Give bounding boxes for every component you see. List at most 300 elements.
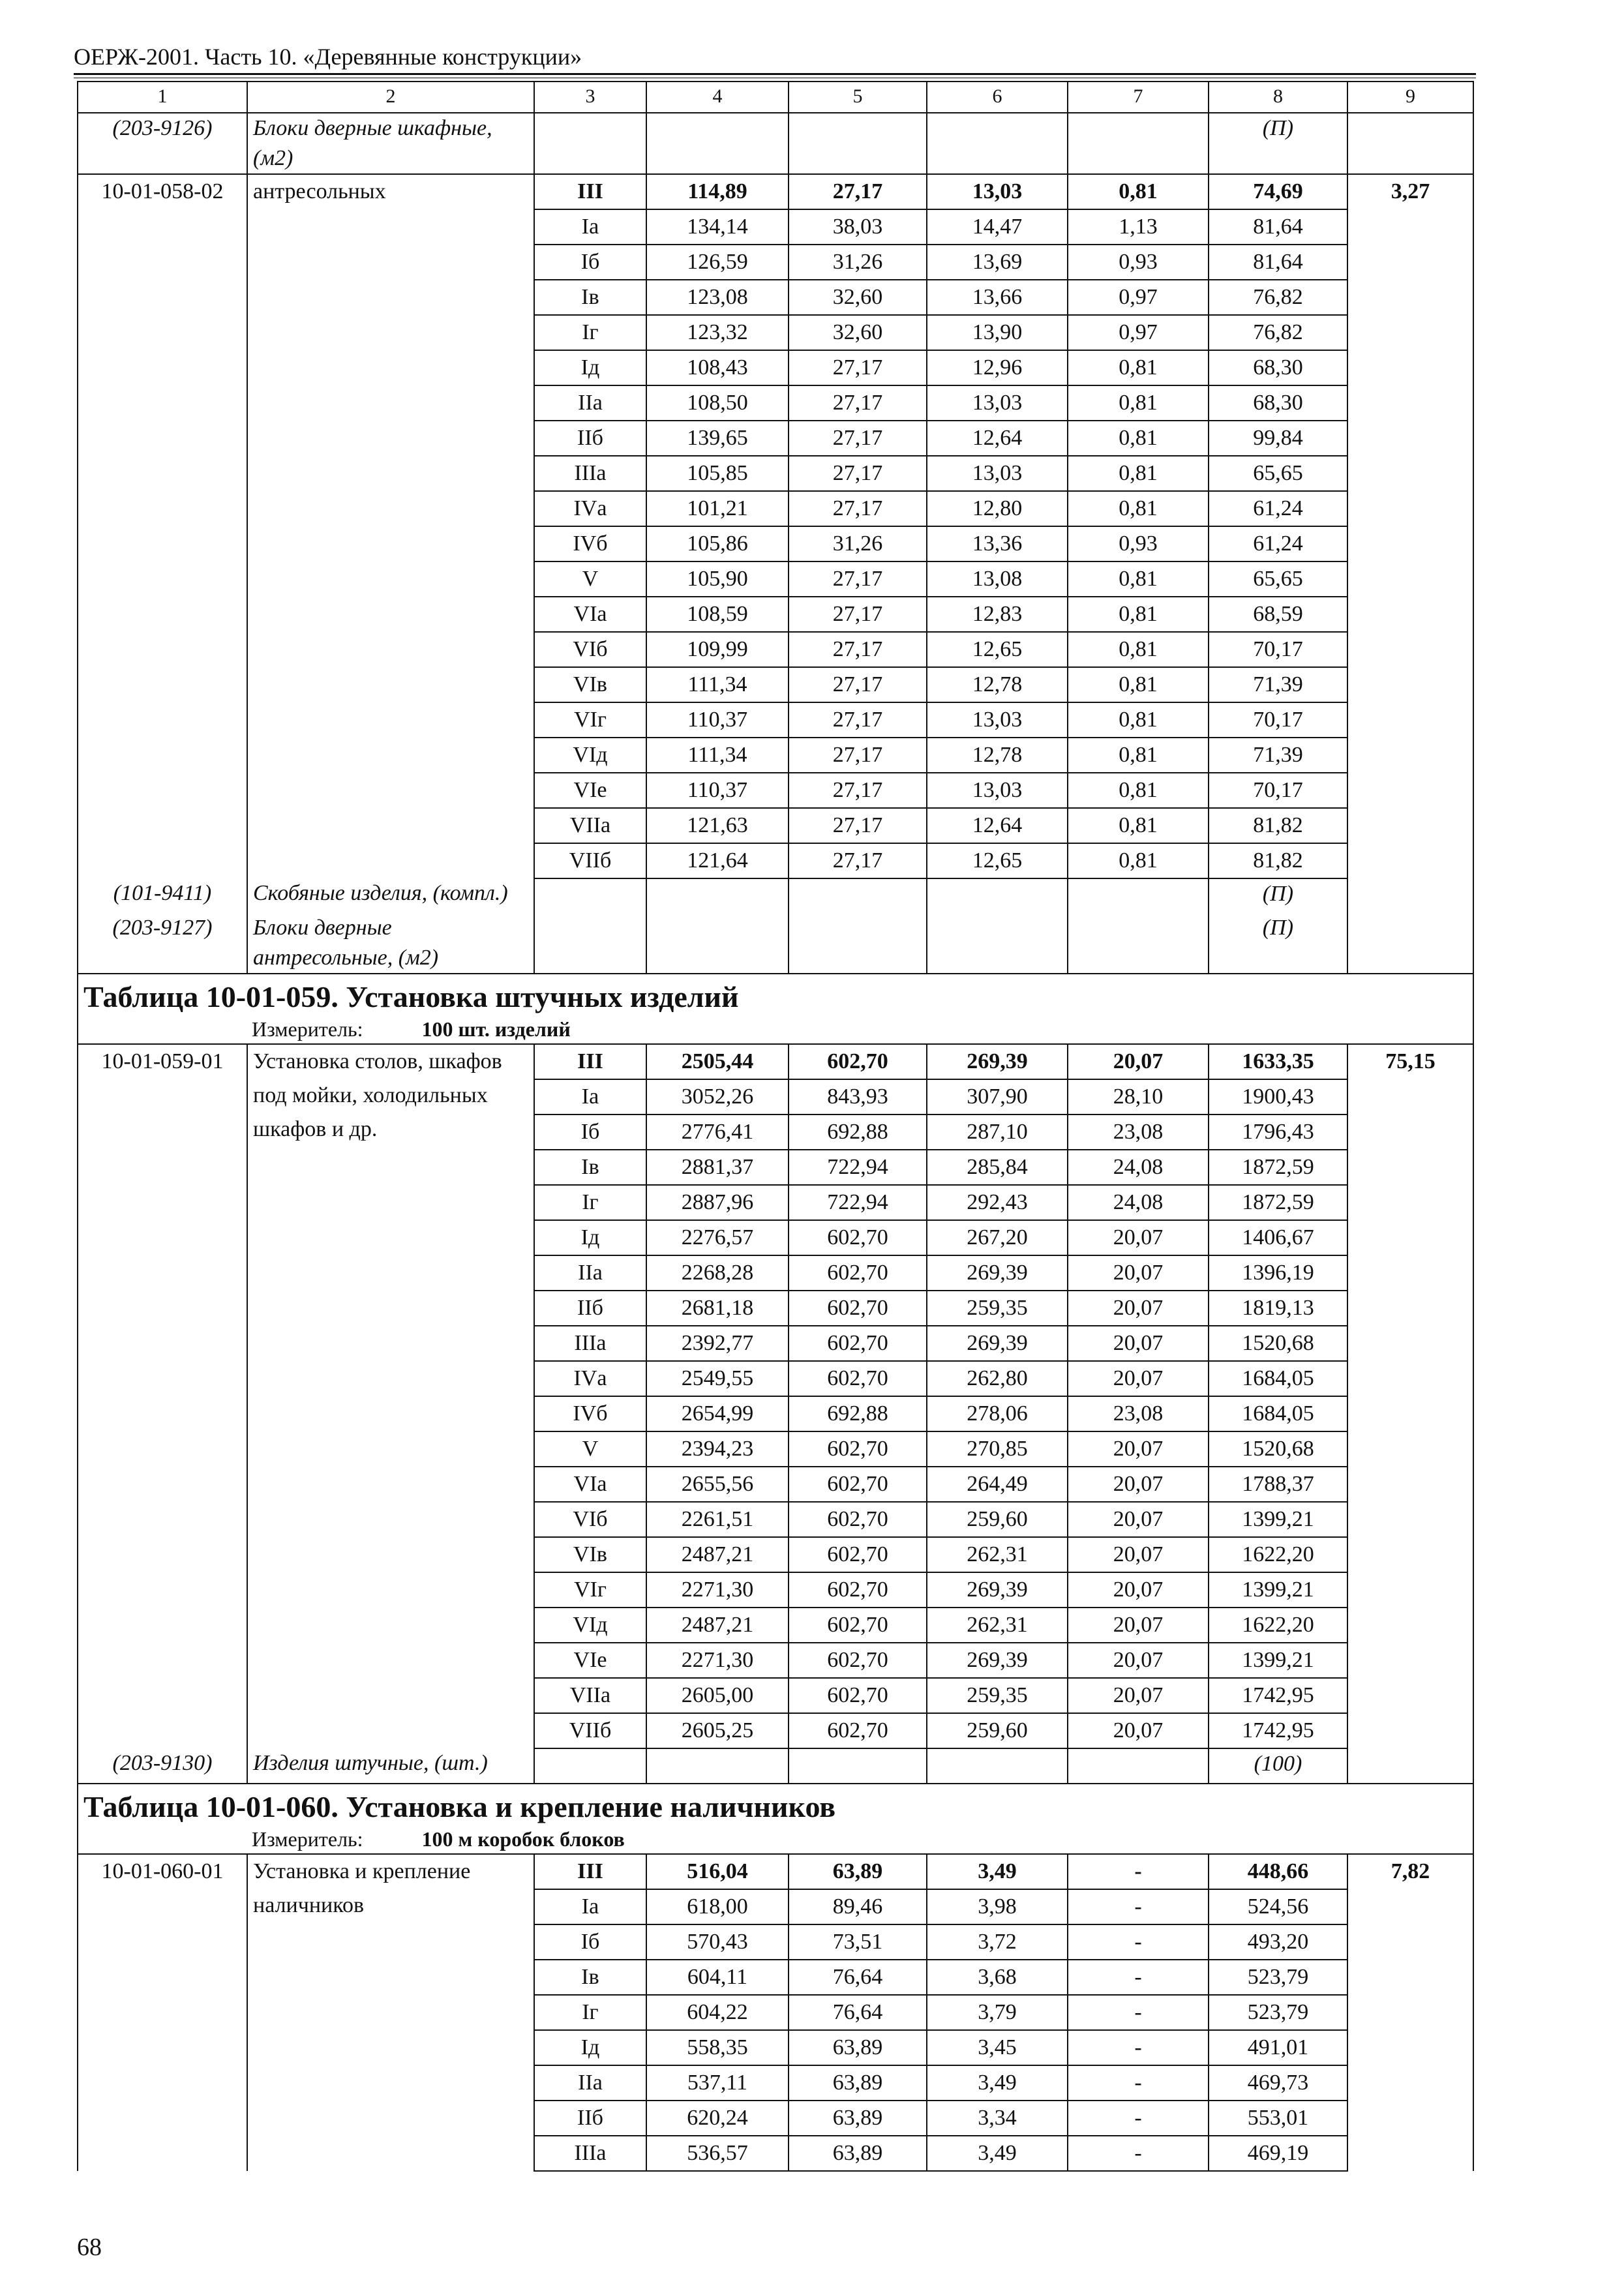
rate-value: 121,63 xyxy=(646,808,789,843)
rate-value: 722,94 xyxy=(789,1150,927,1185)
rate-value: 262,31 xyxy=(927,1608,1068,1643)
rate-value: 278,06 xyxy=(927,1396,1068,1431)
rate-value: 63,89 xyxy=(789,2065,927,2101)
rate-value: - xyxy=(1068,1960,1209,1995)
table-cell xyxy=(534,113,646,174)
rate-value: 20,07 xyxy=(1068,1608,1209,1643)
rate-value: 1684,05 xyxy=(1209,1361,1347,1396)
rate-value: 0,81 xyxy=(1068,456,1209,491)
rate-value: 620,24 xyxy=(646,2101,789,2136)
zone-label: Iд xyxy=(534,2030,646,2065)
rate-value: 602,70 xyxy=(789,1431,927,1467)
rate-value: 3,79 xyxy=(927,1995,1068,2030)
rate-value: 2549,55 xyxy=(646,1361,789,1396)
rate-value: 108,43 xyxy=(646,350,789,385)
rate-value: 12,65 xyxy=(927,843,1068,878)
rate-value: 523,79 xyxy=(1209,1960,1347,1995)
zone-label: Iб xyxy=(534,1924,646,1960)
table-cell xyxy=(1347,1748,1473,1784)
zone-label: VIв xyxy=(534,1537,646,1572)
rate-value: 76,82 xyxy=(1209,315,1347,350)
rate-value: 109,99 xyxy=(646,632,789,667)
rate-value: 81,82 xyxy=(1209,843,1347,878)
rate-value: 267,20 xyxy=(927,1220,1068,1255)
rate-value: 1520,68 xyxy=(1209,1326,1347,1361)
rate-code: 10-01-059-01 xyxy=(78,1044,247,1748)
zone-label: IIб xyxy=(534,1291,646,1326)
resource-value: (П) xyxy=(1209,878,1347,913)
rate-value: 71,39 xyxy=(1209,667,1347,702)
zone-label: V xyxy=(534,561,646,597)
rate-value: 0,81 xyxy=(1068,421,1209,456)
rate-value: 1399,21 xyxy=(1209,1502,1347,1537)
rate-value: 1622,20 xyxy=(1209,1537,1347,1572)
zone-label: III xyxy=(534,174,646,209)
resource-value: (П) xyxy=(1209,113,1347,174)
rate-value: 1399,21 xyxy=(1209,1643,1347,1678)
zone-label: Iд xyxy=(534,350,646,385)
rate-value: 61,24 xyxy=(1209,526,1347,561)
rate-value: 1406,67 xyxy=(1209,1220,1347,1255)
zone-label: Iа xyxy=(534,209,646,245)
table-heading xyxy=(78,974,1473,1044)
rate-value: 32,60 xyxy=(789,280,927,315)
meter-line xyxy=(83,1016,1467,1042)
rate-value: 12,64 xyxy=(927,421,1068,456)
rate-row xyxy=(78,174,1473,209)
rate-value: 602,70 xyxy=(789,1044,927,1079)
rate-value: 27,17 xyxy=(789,350,927,385)
meter-label: Измеритель: xyxy=(252,1017,363,1041)
rate-value: 27,17 xyxy=(789,773,927,808)
rate-value: 123,32 xyxy=(646,315,789,350)
rate-value: 71,39 xyxy=(1209,738,1347,773)
rate-value: 516,04 xyxy=(646,1854,789,1889)
rate-value: 602,70 xyxy=(789,1502,927,1537)
rate-value: 28,10 xyxy=(1068,1079,1209,1115)
rate-value: 1399,21 xyxy=(1209,1572,1347,1608)
zone-label: Iг xyxy=(534,315,646,350)
rate-value: 38,03 xyxy=(789,209,927,245)
zone-label: VIIб xyxy=(534,843,646,878)
rate-value: 262,31 xyxy=(927,1537,1068,1572)
rate-value: 134,14 xyxy=(646,209,789,245)
table-title: Таблица 10-01-059. Установка штучных изделий xyxy=(83,980,739,1013)
rate-value: 307,90 xyxy=(927,1079,1068,1115)
rate-value: 63,89 xyxy=(789,2136,927,2171)
rate-value: 0,81 xyxy=(1068,491,1209,526)
rate-value: 20,07 xyxy=(1068,1572,1209,1608)
rate-value: 2505,44 xyxy=(646,1044,789,1079)
zone-label: V xyxy=(534,1431,646,1467)
zone-label: VIIб xyxy=(534,1713,646,1748)
rate-value: 292,43 xyxy=(927,1185,1068,1220)
rate-value: 602,70 xyxy=(789,1537,927,1572)
rate-value: 448,66 xyxy=(1209,1854,1347,1889)
rate-value: 2487,21 xyxy=(646,1537,789,1572)
rate-value: 13,03 xyxy=(927,702,1068,738)
rate-value: 604,11 xyxy=(646,1960,789,1995)
zone-label: VIд xyxy=(534,1608,646,1643)
rate-value: 259,60 xyxy=(927,1713,1068,1748)
rate-value: - xyxy=(1068,1889,1209,1924)
rate-value: 20,07 xyxy=(1068,1643,1209,1678)
zone-label: IIIа xyxy=(534,2136,646,2171)
rate-value: 692,88 xyxy=(789,1396,927,1431)
rate-value: 68,59 xyxy=(1209,597,1347,632)
rate-value: - xyxy=(1068,2136,1209,2171)
rate-value: 63,89 xyxy=(789,1854,927,1889)
rate-value: 27,17 xyxy=(789,632,927,667)
rate-value: 3,45 xyxy=(927,2030,1068,2065)
rate-value: 1520,68 xyxy=(1209,1431,1347,1467)
rate-value: 1900,43 xyxy=(1209,1079,1347,1115)
rate-value: 63,89 xyxy=(789,2030,927,2065)
rate-value: 13,66 xyxy=(927,280,1068,315)
zone-label: VIг xyxy=(534,1572,646,1608)
rate-value: 111,34 xyxy=(646,738,789,773)
column-numbers-row xyxy=(78,82,1473,113)
rate-value: 105,90 xyxy=(646,561,789,597)
table-cell xyxy=(646,913,789,974)
rate-value: 2605,00 xyxy=(646,1678,789,1713)
rate-value: 1788,37 xyxy=(1209,1467,1347,1502)
rate-value: 76,64 xyxy=(789,1960,927,1995)
rate-value: 3,49 xyxy=(927,1854,1068,1889)
rate-value: 2392,77 xyxy=(646,1326,789,1361)
rate-value: 602,70 xyxy=(789,1291,927,1326)
rate-value: 123,08 xyxy=(646,280,789,315)
rate-value: 722,94 xyxy=(789,1185,927,1220)
rate-code: 10-01-060-01 xyxy=(78,1854,247,2171)
rate-value: 0,97 xyxy=(1068,315,1209,350)
rate-value: 20,07 xyxy=(1068,1713,1209,1748)
rate-value: 602,70 xyxy=(789,1608,927,1643)
zone-label: IVа xyxy=(534,491,646,526)
meter-value: 100 м коробок блоков xyxy=(421,1827,625,1851)
resource-name: Блоки дверные шкафные, (м2) xyxy=(247,113,534,174)
rate-value: 20,07 xyxy=(1068,1361,1209,1396)
table-cell xyxy=(534,878,646,913)
rate-value: 31,26 xyxy=(789,526,927,561)
rate-value: 269,39 xyxy=(927,1044,1068,1079)
rate-value: 12,96 xyxy=(927,350,1068,385)
rate-value: 13,36 xyxy=(927,526,1068,561)
rate-value: 13,03 xyxy=(927,174,1068,209)
rate-value: 31,26 xyxy=(789,245,927,280)
rate-value: 0,81 xyxy=(1068,597,1209,632)
rate-name: Установка столов, шкафов под мойки, холодильных шкафов и др. xyxy=(247,1044,534,1748)
rate-value: 0,93 xyxy=(1068,245,1209,280)
column-number: 1 xyxy=(78,82,247,113)
rate-value: 1742,95 xyxy=(1209,1713,1347,1748)
zone-label: IVб xyxy=(534,1396,646,1431)
zone-label: Iв xyxy=(534,1960,646,1995)
rate-value: 285,84 xyxy=(927,1150,1068,1185)
meter-label: Измеритель: xyxy=(252,1827,363,1851)
rate-value: 2655,56 xyxy=(646,1467,789,1502)
rate-value: - xyxy=(1068,2101,1209,2136)
rate-value: 76,64 xyxy=(789,1995,927,2030)
rate-value: 27,17 xyxy=(789,561,927,597)
resource-code: (203-9126) xyxy=(78,113,247,174)
rate-value: 12,78 xyxy=(927,738,1068,773)
rate-value: 68,30 xyxy=(1209,385,1347,421)
rate-value: 76,82 xyxy=(1209,280,1347,315)
zone-label: IVа xyxy=(534,1361,646,1396)
zone-label: IIIа xyxy=(534,1326,646,1361)
rate-value: 602,70 xyxy=(789,1643,927,1678)
rate-value: 81,64 xyxy=(1209,245,1347,280)
rate-value: 61,24 xyxy=(1209,491,1347,526)
rate-value: 23,08 xyxy=(1068,1396,1209,1431)
rate-value: 1,13 xyxy=(1068,209,1209,245)
zone-label: VIб xyxy=(534,632,646,667)
rate-value: 618,00 xyxy=(646,1889,789,1924)
rate-value: 259,60 xyxy=(927,1502,1068,1537)
rate-value: - xyxy=(1068,1924,1209,1960)
zone-label: IIа xyxy=(534,2065,646,2101)
rate-value: 558,35 xyxy=(646,2030,789,2065)
zone-label: III xyxy=(534,1854,646,1889)
rate-value: 20,07 xyxy=(1068,1502,1209,1537)
rate-value: - xyxy=(1068,1854,1209,1889)
table-cell xyxy=(1068,878,1209,913)
resource-value: (П) xyxy=(1209,913,1347,974)
rate-value: 3,34 xyxy=(927,2101,1068,2136)
resource-value: (100) xyxy=(1209,1748,1347,1784)
rate-value: 524,56 xyxy=(1209,1889,1347,1924)
table-cell xyxy=(927,1748,1068,1784)
rate-value: 2276,57 xyxy=(646,1220,789,1255)
table-cell xyxy=(534,913,646,974)
meter-value: 100 шт. изделий xyxy=(421,1017,571,1041)
table-cell xyxy=(646,113,789,174)
rate-value: 0,81 xyxy=(1068,632,1209,667)
rate-value: 14,47 xyxy=(927,209,1068,245)
rate-value: 12,65 xyxy=(927,632,1068,667)
rate-value: 20,07 xyxy=(1068,1326,1209,1361)
zone-label: VIд xyxy=(534,738,646,773)
rate-value: 3,98 xyxy=(927,1889,1068,1924)
zone-label: IIб xyxy=(534,2101,646,2136)
table-cell xyxy=(1068,913,1209,974)
table-cell xyxy=(789,878,927,913)
meter-line xyxy=(83,1826,1467,1852)
column-number: 2 xyxy=(247,82,534,113)
rate-value: 27,17 xyxy=(789,456,927,491)
zone-label: IVб xyxy=(534,526,646,561)
rate-value: 493,20 xyxy=(1209,1924,1347,1960)
rate-value: 602,70 xyxy=(789,1572,927,1608)
column-number: 9 xyxy=(1347,82,1473,113)
rate-value: 20,07 xyxy=(1068,1431,1209,1467)
rate-value: 259,35 xyxy=(927,1678,1068,1713)
rate-value: 101,21 xyxy=(646,491,789,526)
rate-value: 27,17 xyxy=(789,491,927,526)
rate-value: 269,39 xyxy=(927,1643,1068,1678)
rate-value: 27,17 xyxy=(789,843,927,878)
zone-label: Iа xyxy=(534,1889,646,1924)
rate-value: 24,08 xyxy=(1068,1150,1209,1185)
rate-value: 139,65 xyxy=(646,421,789,456)
rate-value: 2271,30 xyxy=(646,1572,789,1608)
rate-value: 0,81 xyxy=(1068,738,1209,773)
rate-value: 2654,99 xyxy=(646,1396,789,1431)
rate-value: 108,50 xyxy=(646,385,789,421)
rate-value: 0,81 xyxy=(1068,561,1209,597)
rate-value: 2881,37 xyxy=(646,1150,789,1185)
rate-value: 20,07 xyxy=(1068,1291,1209,1326)
rate-value: 27,17 xyxy=(789,421,927,456)
rate-value: 259,35 xyxy=(927,1291,1068,1326)
rate-value: 602,70 xyxy=(789,1361,927,1396)
rate-value: 2887,96 xyxy=(646,1185,789,1220)
rate-value: 110,37 xyxy=(646,773,789,808)
rate-code: 10-01-058-02 xyxy=(78,174,247,878)
rate-value: 0,97 xyxy=(1068,280,1209,315)
rate-value: 3,49 xyxy=(927,2136,1068,2171)
zone-label: VIе xyxy=(534,1643,646,1678)
rate-value: 20,07 xyxy=(1068,1220,1209,1255)
rate-value: 13,08 xyxy=(927,561,1068,597)
page-header: ОЕРЖ-2001. Часть 10. «Деревянные конструкции» xyxy=(74,44,582,70)
rate-name: Установка и крепление наличников xyxy=(247,1854,534,2171)
zone-label: IIа xyxy=(534,1255,646,1291)
rate-value: 70,17 xyxy=(1209,773,1347,808)
zone-label: Iб xyxy=(534,245,646,280)
rate-value: 553,01 xyxy=(1209,2101,1347,2136)
zone-label: VIв xyxy=(534,667,646,702)
rate-value: 13,03 xyxy=(927,773,1068,808)
rate-value: 89,46 xyxy=(789,1889,927,1924)
rate-value: 12,64 xyxy=(927,808,1068,843)
table-cell xyxy=(789,913,927,974)
table-cell xyxy=(646,1748,789,1784)
rate-value: 843,93 xyxy=(789,1079,927,1115)
rate-value: 32,60 xyxy=(789,315,927,350)
rate-value: 570,43 xyxy=(646,1924,789,1960)
rate-value: 602,70 xyxy=(789,1220,927,1255)
rate-value: 12,78 xyxy=(927,667,1068,702)
column-number: 5 xyxy=(789,82,927,113)
rate-value: 114,89 xyxy=(646,174,789,209)
rate-value: 20,07 xyxy=(1068,1255,1209,1291)
zone-label: Iд xyxy=(534,1220,646,1255)
zone-label: Iв xyxy=(534,280,646,315)
rate-value: 0,81 xyxy=(1068,174,1209,209)
column-number: 8 xyxy=(1209,82,1347,113)
rate-value: 68,30 xyxy=(1209,350,1347,385)
rate-value: 108,59 xyxy=(646,597,789,632)
zone-label: Iб xyxy=(534,1115,646,1150)
rates-table xyxy=(77,81,1474,2172)
table-cell xyxy=(534,1748,646,1784)
rate-value: 65,65 xyxy=(1209,456,1347,491)
rate-value: 74,69 xyxy=(1209,174,1347,209)
resource-code: (203-9127) xyxy=(78,913,247,974)
table-title: Таблица 10-01-060. Установка и крепление наличников xyxy=(83,1790,836,1823)
rate-value: 27,17 xyxy=(789,808,927,843)
rate-value: 110,37 xyxy=(646,702,789,738)
rate-value: 63,89 xyxy=(789,2101,927,2136)
rate-value: 1796,43 xyxy=(1209,1115,1347,1150)
rate-value: 0,81 xyxy=(1068,773,1209,808)
rate-value: 2261,51 xyxy=(646,1502,789,1537)
table-cell xyxy=(1347,878,1473,913)
rate-value: - xyxy=(1068,2030,1209,2065)
page-number: 68 xyxy=(77,2234,102,2261)
rate-name: антресольных xyxy=(247,174,534,878)
rate-value: 0,81 xyxy=(1068,667,1209,702)
rate-value: 65,65 xyxy=(1209,561,1347,597)
zone-label: VIIа xyxy=(534,1678,646,1713)
rate-value: 602,70 xyxy=(789,1326,927,1361)
resource-code: (203-9130) xyxy=(78,1748,247,1784)
zone-label: Iг xyxy=(534,1995,646,2030)
labor-cost: 7,82 xyxy=(1347,1854,1473,2171)
rate-value: 2271,30 xyxy=(646,1643,789,1678)
table-cell xyxy=(1347,913,1473,974)
rate-value: 2268,28 xyxy=(646,1255,789,1291)
table-cell xyxy=(927,878,1068,913)
rate-value: 81,64 xyxy=(1209,209,1347,245)
rate-value: 469,73 xyxy=(1209,2065,1347,2101)
rate-value: 1622,20 xyxy=(1209,1608,1347,1643)
rate-value: 0,81 xyxy=(1068,808,1209,843)
rate-value: 27,17 xyxy=(789,702,927,738)
zone-label: IIа xyxy=(534,385,646,421)
rate-value: 23,08 xyxy=(1068,1115,1209,1150)
rate-value: 602,70 xyxy=(789,1713,927,1748)
table-cell xyxy=(1068,1748,1209,1784)
rate-value: 3,68 xyxy=(927,1960,1068,1995)
table-cell xyxy=(1068,113,1209,174)
rate-value: 27,17 xyxy=(789,597,927,632)
zone-label: VIа xyxy=(534,597,646,632)
zone-label: IIIа xyxy=(534,456,646,491)
resource-name: Скобяные изделия, (компл.) xyxy=(247,878,534,913)
rate-value: 73,51 xyxy=(789,1924,927,1960)
rate-value: 0,81 xyxy=(1068,843,1209,878)
rate-value: 269,39 xyxy=(927,1326,1068,1361)
zone-label: III xyxy=(534,1044,646,1079)
rate-value: 602,70 xyxy=(789,1255,927,1291)
labor-cost: 75,15 xyxy=(1347,1044,1473,1748)
rate-value: 269,39 xyxy=(927,1572,1068,1608)
rate-value: 70,17 xyxy=(1209,702,1347,738)
rate-value: - xyxy=(1068,1995,1209,2030)
rate-value: 13,03 xyxy=(927,385,1068,421)
rate-value: 1396,19 xyxy=(1209,1255,1347,1291)
rate-value: 602,70 xyxy=(789,1678,927,1713)
rate-value: 27,17 xyxy=(789,667,927,702)
rate-value: 111,34 xyxy=(646,667,789,702)
rate-value: 105,86 xyxy=(646,526,789,561)
rate-value: 24,08 xyxy=(1068,1185,1209,1220)
rate-value: 269,39 xyxy=(927,1255,1068,1291)
rate-value: 692,88 xyxy=(789,1115,927,1150)
resource-row xyxy=(78,913,1473,974)
zone-label: VIг xyxy=(534,702,646,738)
rate-value: 491,01 xyxy=(1209,2030,1347,2065)
rate-value: 20,07 xyxy=(1068,1044,1209,1079)
rate-value: 12,83 xyxy=(927,597,1068,632)
table-heading-row xyxy=(78,1784,1473,1854)
zone-label: Iв xyxy=(534,1150,646,1185)
rate-value: 537,11 xyxy=(646,2065,789,2101)
resource-name: Изделия штучные, (шт.) xyxy=(247,1748,534,1784)
